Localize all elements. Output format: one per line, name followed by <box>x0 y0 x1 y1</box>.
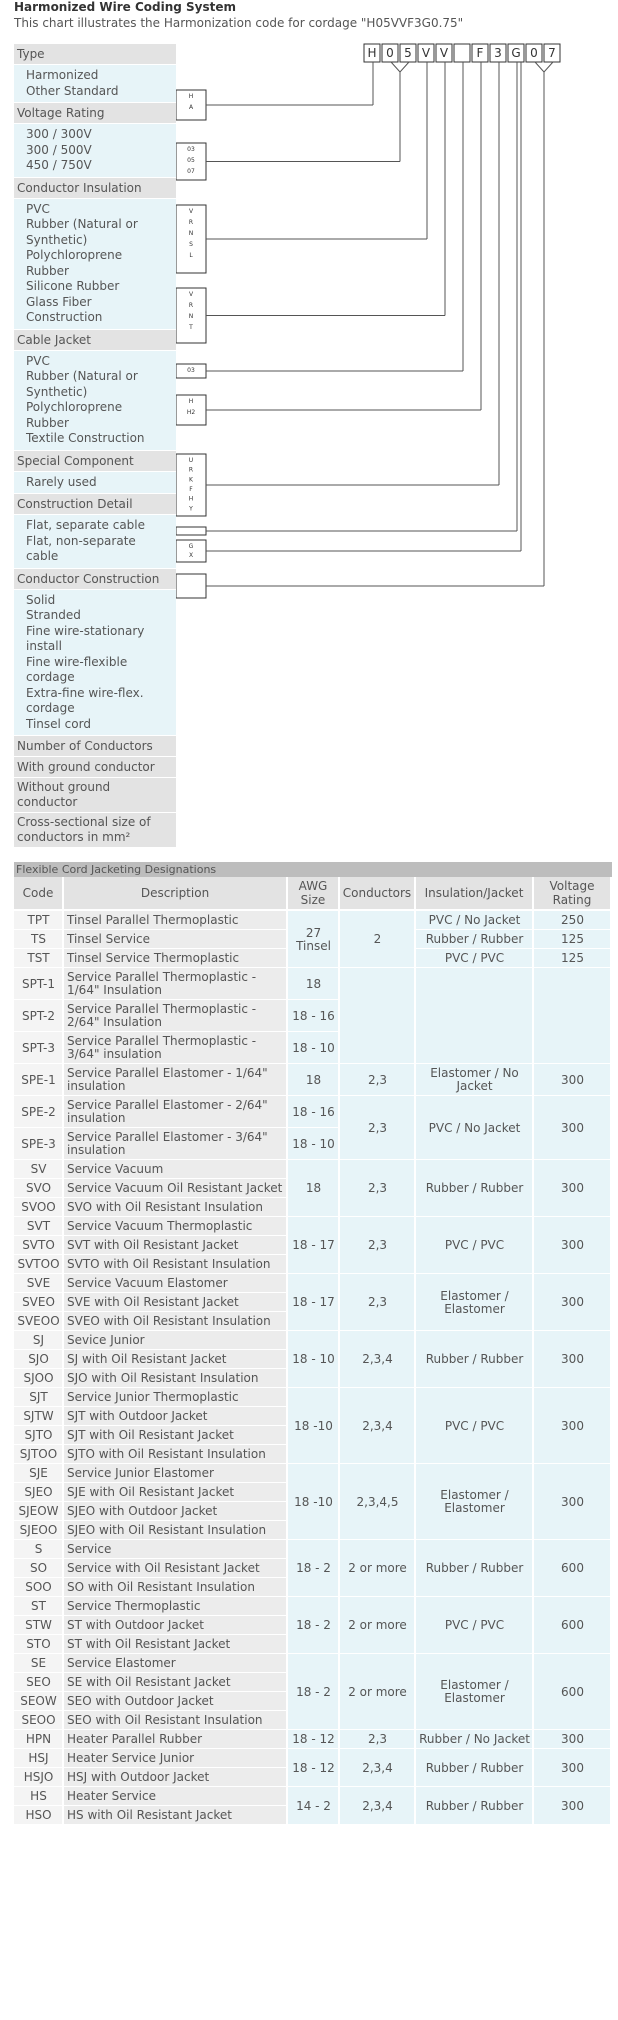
code-letter: 0 <box>530 46 538 60</box>
table-cell: 18 - 2 <box>288 1540 340 1597</box>
table-cell: 2,3 <box>340 1274 416 1331</box>
table-cell: 2,3 <box>340 1160 416 1217</box>
table-row <box>14 1331 612 1350</box>
legend-heading: Cross-sectional size of conductors in mm² <box>14 813 176 847</box>
table-cell: SJO <box>14 1350 64 1369</box>
code-option-text: T <box>189 324 193 331</box>
table-cell: 18 - 2 <box>288 1654 340 1730</box>
table-cell: PVC / PVC <box>416 1388 534 1464</box>
legend-items <box>14 472 176 494</box>
table-cell: SVOO <box>14 1198 64 1217</box>
table-row <box>14 968 612 1000</box>
code-option-text: Y <box>189 505 193 513</box>
table-cell: 2,3 <box>340 1064 416 1096</box>
table-cell: SEOW <box>14 1692 64 1711</box>
table-cell: HSJO <box>14 1768 64 1787</box>
table-cell: 14 - 2 <box>288 1787 340 1825</box>
legend-item: Rarely used <box>26 474 97 489</box>
table-cell: Service Junior Thermoplastic <box>64 1388 288 1407</box>
table-cell: Service Parallel Thermoplastic - 1/64" Insulation <box>64 968 288 1000</box>
table-cell: SPE-1 <box>14 1064 64 1096</box>
table-cell: 2 or more <box>340 1597 416 1654</box>
legend-items <box>14 199 176 329</box>
table-cell: Service Elastomer <box>64 1654 288 1673</box>
table-cell: Service Parallel Elastomer - 2/64" insulation <box>64 1096 288 1128</box>
table-cell: TS <box>14 930 64 949</box>
legend-item: Rubber (Natural or <box>26 217 138 231</box>
table-cell: 18 -10 <box>288 1388 340 1464</box>
legend-items <box>14 590 176 736</box>
legend-item: Other Standard <box>26 83 119 98</box>
table-cell: TPT <box>14 911 64 930</box>
legend-items <box>14 65 176 102</box>
table-cell: SJE <box>14 1464 64 1483</box>
table-cell: 18 - 12 <box>288 1749 340 1787</box>
legend-item: Synthetic) <box>26 232 88 247</box>
table-cell: 600 <box>534 1597 612 1654</box>
table-cell: HSJ with Outdoor Jacket <box>64 1768 288 1787</box>
legend-item: cordage <box>26 701 75 715</box>
legend-item: PVC <box>26 353 50 368</box>
table-row <box>14 1160 612 1179</box>
table-cell: Rubber / Rubber <box>416 1540 534 1597</box>
table-cell: 18 -10 <box>288 1464 340 1540</box>
table-cell: SPT-3 <box>14 1032 64 1064</box>
table-cell: 18 - 16 <box>288 1000 340 1032</box>
table-cell: 2,3,4 <box>340 1331 416 1388</box>
table-cell: SJEO <box>14 1483 64 1502</box>
table-cell: 300 <box>534 1730 612 1749</box>
table-cell: 18 - 16 <box>288 1096 340 1128</box>
table-cell: SPE-3 <box>14 1128 64 1160</box>
table-header-cell: AWG Size <box>288 877 340 911</box>
table-cell: SEO <box>14 1673 64 1692</box>
code-option-box <box>176 205 206 273</box>
legend-items <box>14 351 176 450</box>
table-cell: PVC / PVC <box>416 1217 534 1274</box>
legend-item: 300 / 300V <box>26 127 92 141</box>
page-subtitle: This chart illustrates the Harmonization code for cordage "H05VVF3G0.75" <box>14 16 464 30</box>
code-option-text: H <box>188 398 194 405</box>
code-option-box <box>176 527 206 535</box>
table-cell: 2,3,4,5 <box>340 1464 416 1540</box>
table-cell: Rubber / No Jacket <box>416 1730 534 1749</box>
table-cell: SVO <box>14 1179 64 1198</box>
table-cell: Elastomer / Elastomer <box>416 1654 534 1730</box>
table-row <box>14 1787 612 1806</box>
code-option-text: N <box>188 313 194 320</box>
table-cell: SJO with Oil Resistant Insulation <box>64 1369 288 1388</box>
legend-item: Silicone Rubber <box>26 279 120 293</box>
code-option-text: 05 <box>187 157 195 164</box>
table-cell: SJEO with Oil Resistant Insulation <box>64 1521 288 1540</box>
legend-heading: Without ground conductor <box>14 778 176 812</box>
table-body <box>14 911 612 1825</box>
table-row <box>14 911 612 930</box>
legend-heading: Type <box>14 44 176 64</box>
table-cell: 18 - 10 <box>288 1032 340 1064</box>
code-letter: 7 <box>548 46 556 60</box>
table-cell: Service Parallel Elastomer - 1/64" insulation <box>64 1064 288 1096</box>
table-cell: Service Vacuum <box>64 1160 288 1179</box>
table-cell: SVO with Oil Resistant Insulation <box>64 1198 288 1217</box>
table-cell: SO with Oil Resistant Insulation <box>64 1578 288 1597</box>
legend-item: Rubber (Natural or <box>26 369 138 383</box>
legend-item: Flat, non-separate <box>26 533 136 548</box>
table-cell: Rubber / Rubber <box>416 1331 534 1388</box>
code-letter: F <box>476 46 484 60</box>
legend-heading: Number of Conductors <box>14 736 176 756</box>
table-cell: 2,3 <box>340 1217 416 1274</box>
table-row <box>14 1540 612 1559</box>
code-letter: 3 <box>494 46 502 60</box>
table-cell: SJOO <box>14 1369 64 1388</box>
legend-item: install <box>26 639 62 653</box>
table-cell: Rubber / Rubber <box>416 1787 534 1825</box>
legend-item: Fine wire-stationary <box>26 623 145 638</box>
table-cell: Heater Service <box>64 1787 288 1806</box>
code-letter: V <box>439 46 449 60</box>
code-option-text: 07 <box>187 168 195 175</box>
legend-heading: Construction Detail <box>14 494 176 514</box>
table-cell: 18 <box>288 968 340 1000</box>
table-cell: ST with Outdoor Jacket <box>64 1616 288 1635</box>
table-cell: Rubber / Rubber <box>416 930 534 949</box>
code-option-text: H <box>188 93 194 100</box>
table-cell: 600 <box>534 1654 612 1730</box>
legend-heading: Conductor Insulation <box>14 178 176 198</box>
code-letter-box <box>454 44 470 62</box>
table-cell: 2,3,4 <box>340 1787 416 1825</box>
code-option-text: H <box>188 495 194 503</box>
table-cell: SJTW <box>14 1407 64 1426</box>
code-letter: H <box>367 46 377 60</box>
code-option-text: 03 <box>187 367 195 374</box>
table-cell: HPN <box>14 1730 64 1749</box>
table-cell: SE <box>14 1654 64 1673</box>
code-option-text: R <box>188 302 194 309</box>
table-cell: SJ with Oil Resistant Jacket <box>64 1350 288 1369</box>
table-cell: 18 - 17 <box>288 1274 340 1331</box>
table-header-cell: Conductors <box>340 877 416 911</box>
table-cell: Service Parallel Elastomer - 3/64" insulation <box>64 1128 288 1160</box>
table-cell: SEO with Oil Resistant Insulation <box>64 1711 288 1730</box>
table-row <box>14 1730 612 1749</box>
legend-heading: Voltage Rating <box>14 103 176 123</box>
table-cell: HSJ <box>14 1749 64 1768</box>
code-option-text: R <box>188 219 194 226</box>
code-option-text: 03 <box>187 146 195 153</box>
legend-item: cordage <box>26 670 75 684</box>
table-cell: 300 <box>534 1217 612 1274</box>
table-cell: Tinsel Service <box>64 930 288 949</box>
table-cell <box>416 968 534 1064</box>
legend-item: Extra-fine wire-flex. <box>26 685 144 700</box>
table-cell: SJTOO <box>14 1445 64 1464</box>
coding-legend <box>14 44 176 848</box>
table-cell: 300 <box>534 1388 612 1464</box>
code-option-text: S <box>189 241 193 248</box>
table-row <box>14 1654 612 1673</box>
table-cell: 250 <box>534 911 612 930</box>
table-cell: STW <box>14 1616 64 1635</box>
table-cell: SPE-2 <box>14 1096 64 1128</box>
table-cell: TST <box>14 949 64 968</box>
table-cell: S <box>14 1540 64 1559</box>
table-cell <box>340 968 416 1064</box>
code-option-text: K <box>189 476 193 484</box>
table-cell: SJ <box>14 1331 64 1350</box>
legend-item: Stranded <box>26 608 81 622</box>
table-cell: SVT with Oil Resistant Jacket <box>64 1236 288 1255</box>
table-cell: 2,3,4 <box>340 1388 416 1464</box>
table-cell: ST with Oil Resistant Jacket <box>64 1635 288 1654</box>
table-cell: SVEO <box>14 1293 64 1312</box>
table-cell: Rubber / Rubber <box>416 1160 534 1217</box>
table-cell: SVTOO <box>14 1255 64 1274</box>
table-cell: ST <box>14 1597 64 1616</box>
table-row <box>14 1464 612 1483</box>
table-cell: PVC / PVC <box>416 1597 534 1654</box>
table-cell: 300 <box>534 1274 612 1331</box>
table-cell: 2 <box>340 911 416 968</box>
table-cell: PVC / No Jacket <box>416 1096 534 1160</box>
legend-item: PVC <box>26 201 50 216</box>
table-cell: SJEOW <box>14 1502 64 1521</box>
table-cell: 300 <box>534 1331 612 1388</box>
table-row <box>14 1064 612 1096</box>
table-cell: Service Parallel Thermoplastic - 3/64" insulation <box>64 1032 288 1064</box>
table-cell: SVE with Oil Resistant Jacket <box>64 1293 288 1312</box>
legend-item: Textile Construction <box>26 431 145 445</box>
legend-item: Flat, separate cable <box>26 518 146 532</box>
table-caption: Flexible Cord Jacketing Designations <box>14 862 612 877</box>
table-cell: 2 or more <box>340 1654 416 1730</box>
legend-item: 300 / 500V <box>26 142 92 157</box>
table-cell: 18 - 10 <box>288 1128 340 1160</box>
table-cell: SJTO <box>14 1426 64 1445</box>
legend-item: Synthetic) <box>26 384 88 399</box>
table-cell: STO <box>14 1635 64 1654</box>
legend-heading: Cable Jacket <box>14 330 176 350</box>
table-cell: 18 - 2 <box>288 1597 340 1654</box>
table-row <box>14 1274 612 1293</box>
table-cell: 2,3,4 <box>340 1749 416 1787</box>
table-cell: SVEOO <box>14 1312 64 1331</box>
table-cell: Service Junior Elastomer <box>64 1464 288 1483</box>
code-option-text: F <box>189 486 193 493</box>
coding-diagram <box>176 40 596 620</box>
legend-item: Tinsel cord <box>26 716 91 731</box>
table-cell: Elastomer / No Jacket <box>416 1064 534 1096</box>
table-cell: HSO <box>14 1806 64 1825</box>
table-cell: 18 - 12 <box>288 1730 340 1749</box>
table-cell: SJT with Outdoor Jacket <box>64 1407 288 1426</box>
table-cell: 300 <box>534 1749 612 1787</box>
table-cell: SJEO with Outdoor Jacket <box>64 1502 288 1521</box>
table-cell: SVE <box>14 1274 64 1293</box>
table-cell: 2,3 <box>340 1730 416 1749</box>
table-cell: 18 <box>288 1064 340 1096</box>
table-cell: SVTO <box>14 1236 64 1255</box>
table-cell: SV <box>14 1160 64 1179</box>
code-option-text: X <box>188 552 194 559</box>
table-row <box>14 1749 612 1768</box>
legend-item: Solid <box>26 592 56 607</box>
code-option-box <box>176 574 206 598</box>
table-cell: 18 - 10 <box>288 1331 340 1388</box>
code-option-text: G <box>188 543 194 550</box>
table-cell: 300 <box>534 1096 612 1160</box>
legend-item: Glass Fiber <box>26 294 92 309</box>
table-cell: PVC / PVC <box>416 949 534 968</box>
legend-heading: Conductor Construction <box>14 569 176 589</box>
table-cell: SPT-2 <box>14 1000 64 1032</box>
table-cell: 18 <box>288 1160 340 1217</box>
table-cell: SJE with Oil Resistant Jacket <box>64 1483 288 1502</box>
table-cell: SJT with Oil Resistant Jacket <box>64 1426 288 1445</box>
table-cell <box>534 968 612 1064</box>
code-option-text: H2 <box>186 409 196 416</box>
table-cell: SOO <box>14 1578 64 1597</box>
code-option-text: A <box>188 104 194 111</box>
legend-item: Rubber <box>26 263 69 278</box>
table-cell: SVT <box>14 1217 64 1236</box>
table-cell: SVEO with Oil Resistant Insulation <box>64 1312 288 1331</box>
code-letter: V <box>421 46 431 60</box>
table-cell: Service Thermoplastic <box>64 1597 288 1616</box>
table-cell: Service Parallel Thermoplastic - 2/64" Insulation <box>64 1000 288 1032</box>
connector-line <box>535 62 553 72</box>
jacketing-table-section <box>14 862 612 1825</box>
connector-line <box>391 62 409 72</box>
table-cell: SJT <box>14 1388 64 1407</box>
code-option-text: L <box>189 252 193 259</box>
table-cell: Service Vacuum Oil Resistant Jacket <box>64 1179 288 1198</box>
legend-item: Polychloroprene <box>26 400 123 414</box>
table-cell: 27 Tinsel <box>288 911 340 968</box>
code-option-text: V <box>188 291 194 298</box>
table-cell: 300 <box>534 1160 612 1217</box>
code-letter: 0 <box>386 46 394 60</box>
legend-item: Polychloroprene <box>26 248 123 262</box>
table-header-cell: Voltage Rating <box>534 877 612 911</box>
table-cell: Elastomer / Elastomer <box>416 1464 534 1540</box>
table-cell: Heater Parallel Rubber <box>64 1730 288 1749</box>
table-cell: Tinsel Parallel Thermoplastic <box>64 911 288 930</box>
legend-item: Harmonized <box>26 68 99 82</box>
table-cell: Heater Service Junior <box>64 1749 288 1768</box>
table-row <box>14 1388 612 1407</box>
table-cell: 600 <box>534 1540 612 1597</box>
table-cell: 18 - 17 <box>288 1217 340 1274</box>
table-cell: Rubber / Rubber <box>416 1749 534 1787</box>
table-row <box>14 1096 612 1128</box>
table-header-row <box>14 877 612 911</box>
legend-items <box>14 124 176 177</box>
table-cell: SJTO with Oil Resistant Insulation <box>64 1445 288 1464</box>
table-cell: 300 <box>534 1464 612 1540</box>
jacketing-table <box>14 877 612 1825</box>
table-cell: Sevice Junior <box>64 1331 288 1350</box>
table-cell: SO <box>14 1559 64 1578</box>
table-cell: HS <box>14 1787 64 1806</box>
legend-item: Fine wire-flexible <box>26 654 128 669</box>
table-cell: SEO with Outdoor Jacket <box>64 1692 288 1711</box>
table-cell: Tinsel Service Thermoplastic <box>64 949 288 968</box>
table-header-cell: Description <box>64 877 288 911</box>
table-cell: HS with Oil Resistant Jacket <box>64 1806 288 1825</box>
table-cell: SPT-1 <box>14 968 64 1000</box>
page-title: Harmonized Wire Coding System <box>14 0 236 14</box>
legend-item: Construction <box>26 310 103 324</box>
table-cell: Service with Oil Resistant Jacket <box>64 1559 288 1578</box>
legend-item: Rubber <box>26 415 69 430</box>
table-cell: Elastomer / Elastomer <box>416 1274 534 1331</box>
code-letter: 5 <box>404 46 412 60</box>
code-option-text: V <box>188 208 194 215</box>
code-option-text: N <box>188 230 194 237</box>
legend-heading: Special Component <box>14 451 176 471</box>
table-header-cell: Insulation/Jacket <box>416 877 534 911</box>
table-cell: 300 <box>534 1064 612 1096</box>
table-cell: SVTO with Oil Resistant Insulation <box>64 1255 288 1274</box>
table-header-cell: Code <box>14 877 64 911</box>
table-row <box>14 1217 612 1236</box>
legend-item: cable <box>26 549 59 563</box>
table-cell: Service Vacuum Thermoplastic <box>64 1217 288 1236</box>
table-cell: 300 <box>534 1787 612 1825</box>
table-cell: SEOO <box>14 1711 64 1730</box>
table-row <box>14 1597 612 1616</box>
table-cell: SJEOO <box>14 1521 64 1540</box>
code-option-text: R <box>188 466 194 474</box>
table-cell: 2 or more <box>340 1540 416 1597</box>
legend-heading: With ground conductor <box>14 757 176 777</box>
table-cell: 125 <box>534 930 612 949</box>
table-cell: Service Vacuum Elastomer <box>64 1274 288 1293</box>
table-cell: PVC / No Jacket <box>416 911 534 930</box>
code-option-text: U <box>188 457 194 464</box>
table-cell: 125 <box>534 949 612 968</box>
table-cell: SE with Oil Resistant Jacket <box>64 1673 288 1692</box>
table-cell: Service <box>64 1540 288 1559</box>
table-cell: 2,3 <box>340 1096 416 1160</box>
legend-items <box>14 515 176 568</box>
legend-item: 450 / 750V <box>26 158 92 172</box>
code-letter: G <box>511 46 521 60</box>
